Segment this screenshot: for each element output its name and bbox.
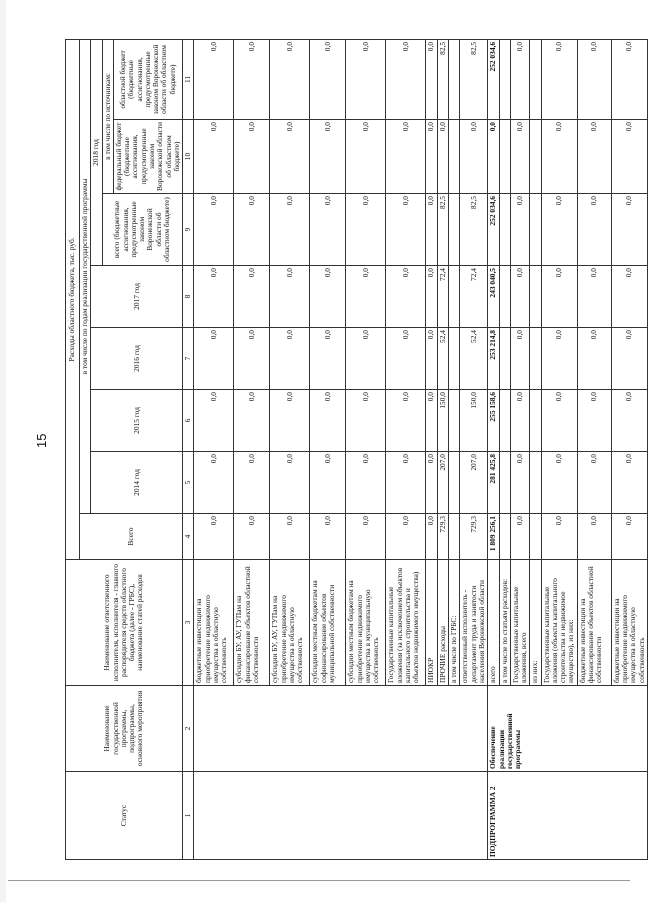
value-cell: 729,3 [437, 514, 448, 560]
header-regional: областной бюджет (бюджетные ассигнования, предусмотренные законом Воронежской области об областном бюджете) [113, 39, 182, 119]
row-label: субсидии БУ, АУ, ГУПам на финансирование объектов областной собственности [234, 560, 270, 686]
header-2014: 2014 год [91, 452, 183, 514]
col-num: 4 [183, 514, 194, 560]
value-cell: 0,0 [577, 328, 611, 390]
header-total: Всего [80, 514, 183, 560]
header-federal: федеральный бюджет (бюджетные ассигнования, предусмотренные законом Воронежской области об областном бюджете) [113, 120, 182, 194]
value-cell [530, 452, 541, 514]
row-label: Государственные капитальные вложения (за исключением объектов капитального строительства и объектов недвижимого имущества) [386, 560, 426, 686]
value-cell: 0,0 [426, 390, 437, 452]
value-cell: 0,0 [577, 266, 611, 328]
value-cell: 0,0 [386, 39, 426, 119]
header-2015: 2015 год [91, 390, 183, 452]
value-cell: 0,0 [310, 266, 346, 328]
value-cell: 0,0 [194, 514, 234, 560]
value-cell: 0,0 [346, 390, 386, 452]
value-cell: 0,0 [386, 328, 426, 390]
value-cell: 0,0 [611, 328, 647, 390]
value-cell: 0,0 [426, 39, 437, 119]
value-cell: 0,0 [577, 390, 611, 452]
value-cell: 0,0 [426, 120, 437, 194]
value-cell: 0,0 [270, 120, 310, 194]
value-cell: 0,0 [270, 390, 310, 452]
value-cell [530, 39, 541, 119]
value-cell: 0,0 [577, 452, 611, 514]
row-label: бюджетные инвестиции на приобретение недвижимого имущества в областную собственность [611, 560, 647, 686]
col-num: 6 [183, 390, 194, 452]
column-numbers-row [183, 39, 194, 859]
value-cell [448, 266, 459, 328]
value-cell: 0,0 [510, 194, 530, 266]
value-cell: 82,5 [437, 39, 448, 119]
col-num: 11 [183, 39, 194, 119]
value-cell: 0,0 [194, 194, 234, 266]
table-row [488, 39, 499, 859]
value-cell: 0,0 [611, 390, 647, 452]
value-cell: 0,0 [386, 452, 426, 514]
value-cell: 0,0 [541, 194, 577, 266]
row-label: из них: [530, 560, 541, 686]
value-cell [499, 120, 510, 194]
value-cell: 0,0 [310, 39, 346, 119]
value-cell: 0,0 [386, 514, 426, 560]
value-cell: 0,0 [310, 514, 346, 560]
row-label: субсидии местным бюджетам на софинансирование объектов муниципальной собственности [310, 560, 346, 686]
value-cell: 0,0 [541, 514, 577, 560]
value-cell: 0,0 [510, 120, 530, 194]
row-label: в том числе по ГРБС: [448, 560, 459, 686]
value-cell: 0,0 [346, 39, 386, 119]
value-cell [448, 452, 459, 514]
value-cell: 0,0 [270, 452, 310, 514]
value-cell: 0,0 [541, 328, 577, 390]
value-cell [530, 328, 541, 390]
value-cell: 52,4 [437, 328, 448, 390]
value-cell: 0,0 [577, 514, 611, 560]
value-cell: 0,0 [426, 266, 437, 328]
value-cell: 0,0 [577, 39, 611, 119]
value-cell: 0,0 [510, 452, 530, 514]
subprogram-status: ПОДПРОГРАММА 2 [488, 772, 648, 860]
row-label: НИОКР [426, 560, 437, 686]
value-cell: 0,0 [234, 194, 270, 266]
subprogram-name: Обеспечение реализации государственной программы [488, 686, 648, 772]
value-cell [499, 514, 510, 560]
col-num: 3 [183, 560, 194, 686]
value-cell [499, 266, 510, 328]
value-cell: 150,0 [437, 390, 448, 452]
value-cell: 0,0 [426, 328, 437, 390]
col-num: 5 [183, 452, 194, 514]
value-cell: 52,4 [460, 328, 488, 390]
value-cell: 0,0 [386, 120, 426, 194]
value-cell: 0,0 [437, 120, 448, 194]
value-cell [448, 514, 459, 560]
value-cell: 0,0 [234, 39, 270, 119]
row-label: всего [488, 560, 499, 686]
value-cell [530, 514, 541, 560]
program-cell [194, 686, 488, 772]
value-cell: 0,0 [510, 514, 530, 560]
value-cell: 0,0 [577, 120, 611, 194]
value-cell: 0,0 [234, 266, 270, 328]
col-num: 8 [183, 266, 194, 328]
value-cell: 0,0 [577, 194, 611, 266]
value-cell: 0,0 [270, 266, 310, 328]
value-cell: 0,0 [310, 328, 346, 390]
value-cell: 0,0 [541, 39, 577, 119]
header-2017: 2017 год [91, 266, 183, 328]
value-cell: 0,0 [386, 390, 426, 452]
value-cell: 0,0 [386, 266, 426, 328]
row-label: субсидии БУ, АУ, ГУПам на приобретение недвижимого имущества в областную собственность [270, 560, 310, 686]
header-program-name: Наименование государственной программы, подпрограммы, основного мероприятия [66, 686, 183, 772]
value-cell: 252 034,6 [488, 39, 499, 119]
value-cell: 0,0 [510, 266, 530, 328]
value-cell: 0,0 [426, 514, 437, 560]
value-cell: 0,0 [310, 390, 346, 452]
row-label: ответственный исполнитель - департамент труда и занятости населения Воронежской области [460, 560, 488, 686]
value-cell: 0,0 [510, 328, 530, 390]
value-cell: 0,0 [346, 266, 386, 328]
value-cell: 252 034,6 [488, 194, 499, 266]
value-cell: 0,0 [270, 39, 310, 119]
value-cell: 0,0 [310, 452, 346, 514]
value-cell: 0,0 [234, 328, 270, 390]
value-cell: 0,0 [270, 514, 310, 560]
value-cell: 0,0 [426, 452, 437, 514]
scan-edge [0, 0, 6, 902]
value-cell: 0,0 [270, 194, 310, 266]
value-cell: 0,0 [234, 452, 270, 514]
header-by-years: в том числе по годам реализации государственной программы [80, 39, 91, 513]
value-cell: 0,0 [194, 452, 234, 514]
header-by-sources: в том числе по источникам: [102, 39, 113, 193]
value-cell: 0,0 [310, 120, 346, 194]
value-cell: 82,5 [437, 194, 448, 266]
value-cell: 255 158,6 [488, 390, 499, 452]
value-cell [499, 194, 510, 266]
value-cell [448, 390, 459, 452]
value-cell: 82,5 [460, 39, 488, 119]
value-cell: 0,0 [194, 328, 234, 390]
row-label: бюджетные инвестиции на финансирование объектов областной собственности [577, 560, 611, 686]
row-label: ПРОЧИЕ расходы [437, 560, 448, 686]
value-cell: 0,0 [194, 120, 234, 194]
value-cell: 207,0 [460, 452, 488, 514]
value-cell: 0,0 [234, 390, 270, 452]
value-cell: 0,0 [386, 194, 426, 266]
value-cell: 0,0 [194, 390, 234, 452]
value-cell: 207,0 [437, 452, 448, 514]
value-cell [499, 452, 510, 514]
col-num: 2 [183, 686, 194, 772]
value-cell: 0,0 [611, 514, 647, 560]
value-cell [530, 120, 541, 194]
value-cell [530, 266, 541, 328]
value-cell: 0,0 [611, 452, 647, 514]
row-label: Государственные капитальные вложения, всего [510, 560, 530, 686]
col-num: 7 [183, 328, 194, 390]
header-executor-name: Наименование ответственного исполнителя, исполнителя - главного распорядителя средств областного бюджета (далее - ГРБС), наименование статей расходов [66, 560, 183, 686]
page-number: 15 [34, 433, 49, 448]
value-cell: 0,0 [611, 39, 647, 119]
header-status: Статус [66, 772, 183, 860]
col-num: 10 [183, 120, 194, 194]
value-cell: 729,3 [460, 514, 488, 560]
header-2016: 2016 год [91, 328, 183, 390]
value-cell: 0,0 [541, 452, 577, 514]
value-cell [448, 39, 459, 119]
value-cell: 0,0 [234, 120, 270, 194]
value-cell: 253 214,8 [488, 328, 499, 390]
value-cell: 0,0 [270, 328, 310, 390]
value-cell [448, 194, 459, 266]
value-cell: 281 425,8 [488, 452, 499, 514]
value-cell: 0,0 [346, 452, 386, 514]
row-label: бюджетные инвестиции на приобретение недвижимого имущества в областную собственность [194, 560, 234, 686]
value-cell: 72,4 [460, 266, 488, 328]
value-cell: 0,0 [426, 194, 437, 266]
table-body [194, 39, 648, 859]
col-num: 9 [183, 194, 194, 266]
value-cell: 0,0 [510, 39, 530, 119]
value-cell: 0,0 [611, 194, 647, 266]
value-cell: 0,0 [346, 120, 386, 194]
value-cell: 0,0 [488, 120, 499, 194]
value-cell: 243 040,5 [488, 266, 499, 328]
value-cell [530, 390, 541, 452]
value-cell: 0,0 [611, 120, 647, 194]
value-cell [499, 39, 510, 119]
value-cell: 0,0 [194, 266, 234, 328]
col-num: 1 [183, 772, 194, 860]
row-label: в том числе по статьям расходов: [499, 560, 510, 686]
table-row [194, 39, 234, 859]
status-cell [194, 772, 488, 860]
value-cell: 150,0 [460, 390, 488, 452]
value-cell: 0,0 [234, 514, 270, 560]
value-cell [499, 328, 510, 390]
value-cell: 0,0 [541, 266, 577, 328]
budget-table-rotated [65, 40, 646, 860]
value-cell: 72,4 [437, 266, 448, 328]
value-cell: 0,0 [346, 514, 386, 560]
scan-bottom-line [8, 880, 630, 881]
value-cell: 0,0 [541, 120, 577, 194]
value-cell: 0,0 [541, 390, 577, 452]
value-cell: 0,0 [611, 266, 647, 328]
row-label: субсидии местным бюджетам на приобретение недвижимого имущества в муниципальную собственность [346, 560, 386, 686]
value-cell [448, 120, 459, 194]
value-cell: 0,0 [346, 328, 386, 390]
value-cell [448, 328, 459, 390]
value-cell: 82,5 [460, 194, 488, 266]
value-cell: 0,0 [346, 194, 386, 266]
value-cell [499, 390, 510, 452]
value-cell: 0,0 [460, 120, 488, 194]
value-cell [530, 194, 541, 266]
row-label: Государственные капитальные вложения (объекты капитального строительства и недвижимое имущество), из них: [541, 560, 577, 686]
budget-table [65, 39, 648, 860]
value-cell: 0,0 [510, 390, 530, 452]
header-expenses-title: Расходы областного бюджета, тыс. руб. [66, 39, 80, 559]
value-cell: 0,0 [310, 194, 346, 266]
header-2018: 2018 год [91, 39, 102, 265]
value-cell: 1 809 256,1 [488, 514, 499, 560]
header-2018-total: всего (бюджетные ассигнования, предусмотренные законом Воронежской области об областном бюджете) [102, 194, 183, 266]
value-cell: 0,0 [194, 39, 234, 119]
